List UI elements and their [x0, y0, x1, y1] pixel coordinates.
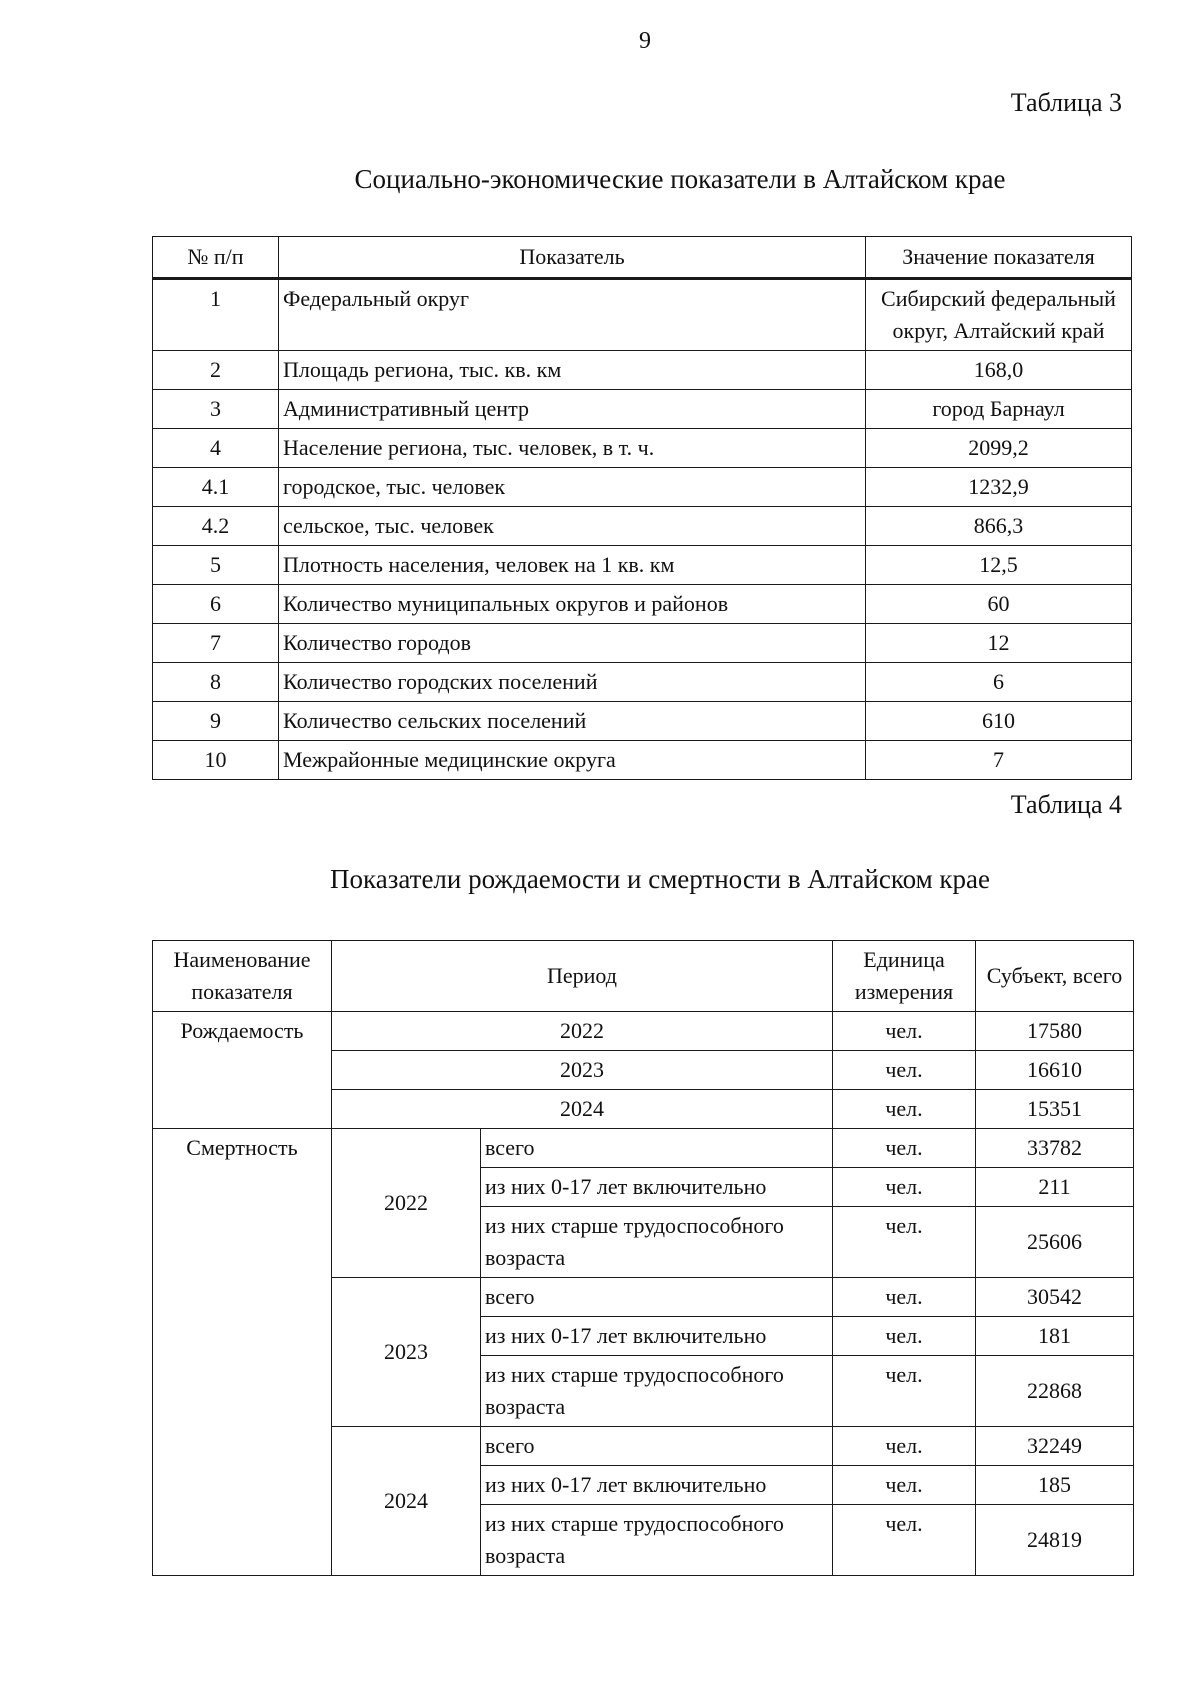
header-period: Период	[332, 941, 833, 1012]
row-number: 6	[153, 585, 279, 624]
unit-cell: чел.	[833, 1356, 976, 1427]
row-value: город Барнаул	[866, 390, 1132, 429]
sub-indicator: из них старше трудоспособного возраста	[481, 1207, 833, 1278]
table-row	[153, 429, 1132, 468]
value-cell: 211	[976, 1168, 1134, 1207]
row-number: 5	[153, 546, 279, 585]
row-indicator: Количество муниципальных округов и районов	[279, 585, 866, 624]
table-row	[153, 663, 1132, 702]
row-indicator: Федеральный округ	[279, 279, 866, 351]
header-number: № п/п	[153, 237, 279, 279]
table-row	[153, 1129, 1134, 1168]
births-label: Рождаемость	[153, 1012, 332, 1129]
unit-cell: чел.	[833, 1012, 976, 1051]
value-cell: 15351	[976, 1090, 1134, 1129]
header-unit: Единица измерения	[833, 941, 976, 1012]
value-cell: 181	[976, 1317, 1134, 1356]
table-row	[153, 468, 1132, 507]
table-row	[153, 624, 1132, 663]
value-cell: 25606	[976, 1207, 1134, 1278]
row-value: 610	[866, 702, 1132, 741]
sub-indicator: из них 0-17 лет включительно	[481, 1466, 833, 1505]
table3-header-row	[153, 237, 1132, 279]
sub-indicator: всего	[481, 1427, 833, 1466]
value-cell: 22868	[976, 1356, 1134, 1427]
row-number: 8	[153, 663, 279, 702]
value-cell: 185	[976, 1466, 1134, 1505]
row-indicator: Количество городских поселений	[279, 663, 866, 702]
row-number: 4	[153, 429, 279, 468]
table3-label: Таблица 3	[1010, 88, 1122, 117]
row-value: 6	[866, 663, 1132, 702]
sub-indicator: из них старше трудоспособного возраста	[481, 1505, 833, 1576]
row-indicator: сельское, тыс. человек	[279, 507, 866, 546]
sub-indicator: всего	[481, 1278, 833, 1317]
table-row	[153, 741, 1132, 780]
value-cell: 30542	[976, 1278, 1134, 1317]
row-value: 1232,9	[866, 468, 1132, 507]
row-number: 3	[153, 390, 279, 429]
table-row	[153, 390, 1132, 429]
unit-cell: чел.	[833, 1168, 976, 1207]
value-cell: 17580	[976, 1012, 1134, 1051]
table-row	[153, 546, 1132, 585]
sub-indicator: из них 0-17 лет включительно	[481, 1317, 833, 1356]
header-value: Значение показателя	[866, 237, 1132, 279]
row-indicator: городское, тыс. человек	[279, 468, 866, 507]
row-indicator: Плотность населения, человек на 1 кв. км	[279, 546, 866, 585]
row-value: 866,3	[866, 507, 1132, 546]
row-value: Сибирский федеральный округ, Алтайский край	[866, 279, 1132, 351]
table4-label: Таблица 4	[1010, 790, 1122, 819]
deaths-label: Смертность	[153, 1129, 332, 1576]
row-value: 2099,2	[866, 429, 1132, 468]
table-row	[153, 702, 1132, 741]
row-number: 7	[153, 624, 279, 663]
row-number: 10	[153, 741, 279, 780]
table4-header-row	[153, 941, 1134, 1012]
unit-cell: чел.	[833, 1278, 976, 1317]
row-number: 4.2	[153, 507, 279, 546]
socio-economic-table	[152, 236, 1132, 780]
table4-title: Показатели рождаемости и смертности в Алтайском крае	[330, 864, 990, 894]
header-indicator: Показатель	[279, 237, 866, 279]
unit-cell: чел.	[833, 1505, 976, 1576]
row-indicator: Межрайонные медицинские округа	[279, 741, 866, 780]
row-indicator: Административный центр	[279, 390, 866, 429]
row-value: 12	[866, 624, 1132, 663]
row-number: 4.1	[153, 468, 279, 507]
sub-indicator: всего	[481, 1129, 833, 1168]
row-indicator: Количество городов	[279, 624, 866, 663]
value-cell: 24819	[976, 1505, 1134, 1576]
period-year: 2023	[332, 1051, 833, 1090]
row-number: 2	[153, 351, 279, 390]
table-row	[153, 351, 1132, 390]
table3-title: Социально-экономические показатели в Алтайском крае	[354, 164, 1006, 194]
table-row	[153, 585, 1132, 624]
value-cell: 16610	[976, 1051, 1134, 1090]
unit-cell: чел.	[833, 1466, 976, 1505]
table-row	[153, 507, 1132, 546]
value-cell: 33782	[976, 1129, 1134, 1168]
row-indicator: Площадь региона, тыс. кв. км	[279, 351, 866, 390]
unit-cell: чел.	[833, 1207, 976, 1278]
header-subject-total: Субъект, всего	[976, 941, 1134, 1012]
period-year: 2022	[332, 1012, 833, 1051]
unit-cell: чел.	[833, 1317, 976, 1356]
unit-cell: чел.	[833, 1051, 976, 1090]
table-row	[153, 279, 1132, 351]
period-year: 2022	[332, 1129, 481, 1278]
unit-cell: чел.	[833, 1427, 976, 1466]
sub-indicator: из них старше трудоспособного возраста	[481, 1356, 833, 1427]
births-deaths-table	[152, 940, 1134, 1576]
row-indicator: Население региона, тыс. человек, в т. ч.	[279, 429, 866, 468]
value-cell: 32249	[976, 1427, 1134, 1466]
sub-indicator: из них 0-17 лет включительно	[481, 1168, 833, 1207]
period-year: 2024	[332, 1090, 833, 1129]
header-indicator-name: Наименование показателя	[153, 941, 332, 1012]
row-value: 168,0	[866, 351, 1132, 390]
page-number: 9	[639, 28, 651, 54]
row-indicator: Количество сельских поселений	[279, 702, 866, 741]
unit-cell: чел.	[833, 1090, 976, 1129]
period-year: 2024	[332, 1427, 481, 1576]
row-number: 1	[153, 279, 279, 351]
table-row	[153, 1012, 1134, 1051]
period-year: 2023	[332, 1278, 481, 1427]
unit-cell: чел.	[833, 1129, 976, 1168]
row-value: 12,5	[866, 546, 1132, 585]
row-number: 9	[153, 702, 279, 741]
row-value: 7	[866, 741, 1132, 780]
row-value: 60	[866, 585, 1132, 624]
